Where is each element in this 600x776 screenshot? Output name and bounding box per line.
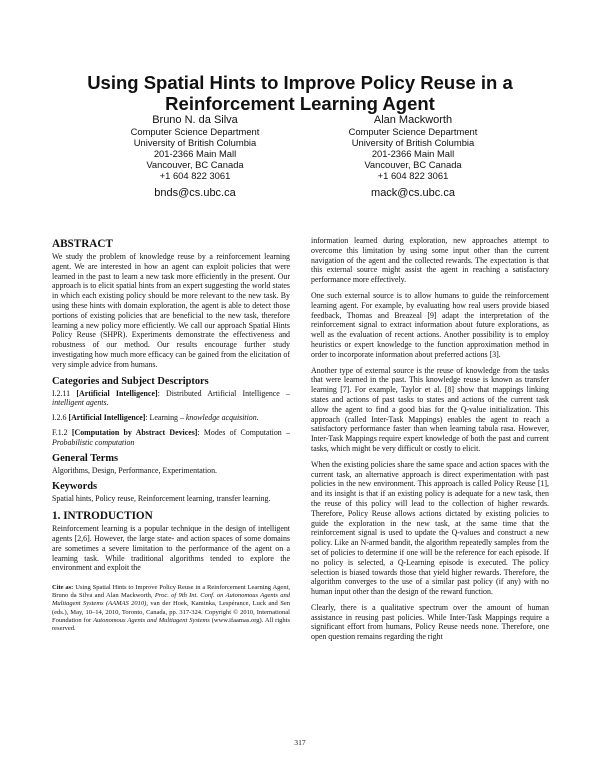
author-email: bnds@cs.ubc.ca xyxy=(154,186,236,199)
category-plain: : Modes of Computation – xyxy=(197,427,290,437)
body-paragraph: Another type of external source is the reuse of knowledge from the tasks that were learned in the past. This knowledge reuse is known as transfer learning [7]. For example, Taylor et al. [8] show that mappings linking states and actions of past tasks to states and actions of the current task allow the agent to find a good bias for the Q-value initialization. This approach (called Inter-Task Mappings) enables the agent to reach a satisfactory performance faster than when learning tabula rasa. However, Inter-Task Mappings require expert knowledge of both the past and current tasks, which might be very difficult or costly to elicit. xyxy=(311,365,549,453)
body-paragraph: One such external source is to allow humans to guide the reinforcement learning agent. For example, by evaluating how real users provide biased feedback, Thomas and Breazeal [9] adapt the interpretation of the reinforcement signal to extract information about future explorations, as well as the evaluation of recent actions. Another possibility is to employ heuristics or expert knowledge to the function approximation method in order to incorporate information about preferred actions [3]. xyxy=(311,290,549,359)
category-code: F.1.2 xyxy=(52,427,72,437)
author-name: Alan Mackworth xyxy=(373,114,453,126)
general-terms-heading: General Terms xyxy=(52,452,119,464)
category-item xyxy=(52,389,290,409)
category-italic: knowledge acquisition. xyxy=(185,413,259,423)
category-code: I.2.11 xyxy=(52,388,77,398)
abstract-heading: ABSTRACT xyxy=(52,238,113,250)
right-column xyxy=(311,236,549,648)
category-item xyxy=(52,413,290,423)
body-paragraph: When the existing policies share the same space and action spaces with the current task, an alternative approach is direct experimentation with past policies in the new environment. This approach is called Policy Reuse [1], and its insight is that if an existing policy is adequate for a new task, then the reuse of this policy will lead to the collection of higher rewards. Therefore, Policy Reuse allows actions dictated by existing policies to guide the exploration in the new task, at the same time that the reinforcement signal is used to update the Q-values and construct a new policy. Like an N-armed bandit, the algorithm repeatedly samples from the set of policies to determine if one will be the reference for each episode. If no policy is selected, a Q-Learning episode is executed. The policy selection is biased towards those that yield higher rewards. Therefore, the algorithm converges to the use of a similar past policy (if any) with no human input other than the design of the reward function. xyxy=(311,459,549,597)
author-name: Bruno N. da Silva xyxy=(152,114,238,126)
category-bold: [Computation by Abstract Devices] xyxy=(71,427,198,437)
author-phone: +1 604 822 3061 xyxy=(159,169,231,181)
body-paragraph: information learned during exploration, new approaches attempt to overcome this limitation by using some input other than the current navigation of the agent and the collected rewards. The expectation is that this external source might assist the agent in reaching a satisfactory performance more effectively. xyxy=(311,236,549,285)
introduction-heading: 1. INTRODUCTION xyxy=(52,510,153,523)
category-italic: Probabilistic computation xyxy=(52,437,135,447)
cite-rest: , van der Hoek, Kaminka, Lespérance, Luck and Sen (eds.), May, 10–14, 2010, Toronto, Canada, pp. 317-324. Copyright © 2010, International Foundation for xyxy=(52,600,290,624)
author-city: Vancouver, BC Canada xyxy=(146,158,244,170)
permission-block xyxy=(52,584,290,633)
author-street: 201-2366 Main Mall xyxy=(371,147,455,159)
cite-tail: (www.ifaamas.org). All rights reserved. xyxy=(52,616,290,633)
author-university: University of British Columbia xyxy=(351,136,475,148)
cite-label: Cite as: xyxy=(52,584,74,591)
author-block-1 xyxy=(90,114,300,198)
categories-heading: Categories and Subject Descriptors xyxy=(52,375,209,387)
introduction-text: Reinforcement learning is a popular technique in the design of intelligent agents [2,6]. However, the large state- and action spaces of some domains are sometimes a severe limitation to the performance of the agent on a learning task. While traditional algorithms tended to explore the environment and exploit the xyxy=(52,524,290,573)
author-street: 201-2366 Main Mall xyxy=(153,147,237,159)
general-terms-text: Algorithms, Design, Performance, Experimentation. xyxy=(52,465,218,475)
author-block-2 xyxy=(308,114,518,198)
proceedings-name: Proc. of 9th Int. Conf. on Autonomous Agents and Multiagent Systems (AAMAS 2010) xyxy=(52,592,290,608)
category-plain: : Distributed Artificial Intelligence – xyxy=(157,388,290,398)
category-code: I.2.6 xyxy=(52,413,69,423)
category-plain: : Learning – xyxy=(145,413,186,423)
keywords-heading: Keywords xyxy=(52,481,98,493)
abstract-text: We study the problem of knowledge reuse by a reinforcement learning agent. We are interested in how an agent can exploit policies that were learned in the past to learn a new task more efficiently in the present. Our approach is to elicit spatial hints from an expert suggesting the world states in which each existing policy should be more relevant to the new task. By using these hints with domain exploration, the agent is able to detect those portions of existing policies that are beneficial to the new task, therefore learning a new policy more efficiently. We call our approach Spatial Hints Policy Reuse (SHPR). Experiments demonstrate the effectiveness and robustness of our method. Our results encourage further study investigating how much more efficacy can be gained from the elicitation of very simple advice from humans. xyxy=(52,252,290,369)
paper-title: Using Spatial Hints to Improve Policy Reuse in a Reinforcement Learning Agent xyxy=(87,72,513,114)
author-department: Computer Science Department xyxy=(348,126,478,137)
body-paragraph: Clearly, there is a qualitative spectrum over the amount of human assistance in reusing past policies. While Inter-Task Mappings require a significant effort from humans, Policy Reuse needs none. Therefore, one open question remains regarding the right xyxy=(311,602,549,642)
keywords-text: Spatial hints, Policy reuse, Reinforcement learning, transfer learning. xyxy=(52,494,271,504)
author-phone: +1 604 822 3061 xyxy=(377,169,449,181)
author-university: University of British Columbia xyxy=(133,136,257,148)
author-department: Computer Science Department xyxy=(130,126,260,137)
category-item xyxy=(52,428,290,448)
author-email: mack@cs.ubc.ca xyxy=(371,186,455,199)
category-bold: [Artificial Intelligence] xyxy=(68,413,146,423)
foundation-name: Autonomous Agents and Multiagent Systems xyxy=(93,616,210,624)
page-number: 317 xyxy=(294,738,306,747)
cite-text: Using Spatial Hints to Improve Policy Reuse in a Reinforcement Learning Agent, Bruno da Silva and Alan Mackworth, xyxy=(52,584,291,600)
category-italic: intelligent agents. xyxy=(52,398,109,408)
category-bold: [Artificial Intelligence] xyxy=(76,388,158,398)
author-city: Vancouver, BC Canada xyxy=(364,158,462,170)
left-column xyxy=(52,235,290,575)
